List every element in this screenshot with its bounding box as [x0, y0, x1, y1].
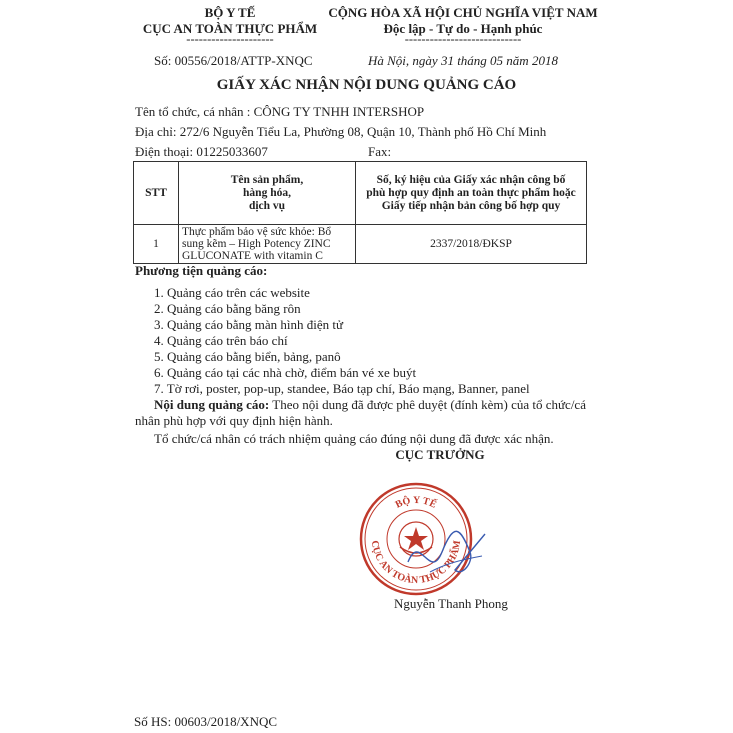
content-label: Nội dung quảng cáo: [154, 397, 270, 412]
table-header-row [134, 162, 587, 225]
media-item: 3. Quảng cáo bằng màn hình điện tử [154, 317, 344, 332]
motto: Độc lập - Tự do - Hạnh phúc [383, 21, 543, 36]
header-code-label: Số, ký hiệu của Giấy xác nhận công bố phù hợp quy định an toàn thực phẩm hoặc Giấy tiếp nhận bản công bố hợp quy [366, 173, 576, 212]
left-divider: --------------------- [186, 32, 274, 46]
signer-name: Nguyễn Thanh Phong [394, 596, 508, 611]
table-row [134, 225, 587, 264]
content-text-1: Theo nội dung đã được phê duyệt (đính kèm) của tổ chức/cá [269, 397, 586, 412]
header-stt [134, 162, 179, 225]
org-name: Tên tổ chức, cá nhân : CÔNG TY TNHH INTERSHOP [135, 104, 425, 119]
handwritten-signature [400, 522, 490, 588]
media-item: 7. Tờ rơi, poster, pop-up, standee, Báo tạp chí, Báo mạng, Banner, panel [154, 381, 530, 396]
header-product-label: Tên sản phẩm, hàng hóa, dịch vụ [230, 173, 304, 212]
cell-code: 2337/2018/ĐKSP [356, 225, 587, 264]
media-item: 5. Quảng cáo bằng biển, bảng, panô [154, 349, 341, 364]
country-name: CỘNG HÒA XÃ HỘI CHỦ NGHĨA VIỆT NAM [328, 5, 598, 20]
fax: Fax: [368, 144, 392, 159]
header-stt-label: STT [145, 186, 167, 199]
place-date: Hà Nội, ngày 31 tháng 05 năm 2018 [368, 53, 558, 68]
responsibility-note: Tổ chức/cá nhân có trách nhiệm quảng cáo đúng nội dung đã được xác nhận. [154, 431, 554, 446]
document-title: GIẤY XÁC NHẬN NỘI DUNG QUẢNG CÁO [216, 77, 517, 93]
cell-product: Thực phẩm bảo vệ sức khỏe: Bổ sung kẽm – High Potency ZINC GLUCONATE with vitamin C [179, 225, 356, 264]
media-item: 2. Quảng cáo bằng băng rôn [154, 301, 301, 316]
product-table [133, 161, 587, 264]
cell-stt: 1 [134, 225, 179, 264]
media-heading: Phương tiện quảng cáo: [135, 263, 268, 278]
media-item: 1. Quảng cáo trên các website [154, 285, 310, 300]
header-product [179, 162, 356, 225]
right-divider: ---------------------------- [404, 32, 522, 46]
phone: Điện thoại: 01225033607 [135, 144, 268, 159]
media-item: 4. Quảng cáo trên báo chí [154, 333, 288, 348]
seal-top-text: BỘ Y TẾ [393, 494, 439, 511]
header-code [356, 162, 587, 225]
agency-name: CỤC AN TOÀN THỰC PHẨM [142, 21, 318, 36]
address: Địa chỉ: 272/6 Nguyễn Tiểu La, Phường 08, Quận 10, Thành phố Hồ Chí Minh [135, 124, 547, 139]
document-number: Số: 00556/2018/ATTP-XNQC [154, 53, 313, 68]
dossier-number: Số HS: 00603/2018/XNQC [134, 714, 278, 729]
content-line-1 [154, 397, 586, 413]
seal-bottom-text: CỤC AN TOÀN THỰC PHẨM [368, 539, 464, 587]
content-line-2: nhân phù hợp với quy định hiện hành. [135, 413, 333, 428]
ministry-name: BỘ Y TẾ [204, 5, 256, 20]
media-item: 6. Quảng cáo tại các nhà chờ, điểm bán vé xe buýt [154, 365, 417, 380]
signer-role: CỤC TRƯỞNG [395, 447, 485, 462]
